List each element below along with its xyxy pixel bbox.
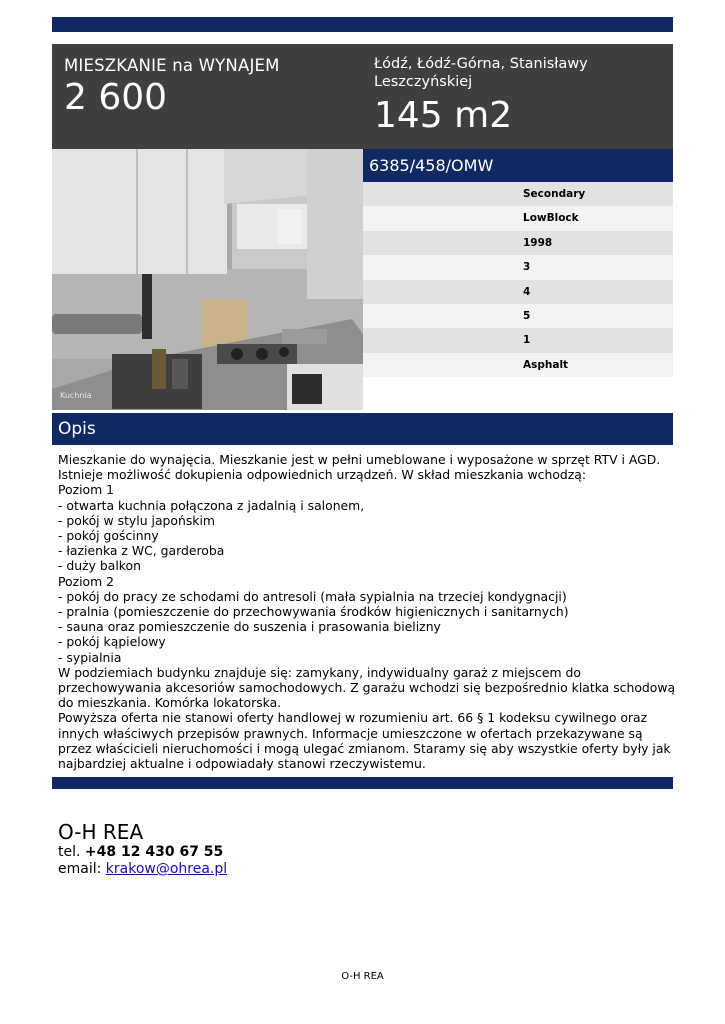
detail-row: 1 <box>363 328 673 352</box>
description-line: - pralnia (pomieszczenie do przechowywania środków higienicznych i sanitarnych) <box>58 604 569 620</box>
company-name: O-H REA <box>58 820 144 844</box>
email-line <box>58 861 227 878</box>
listing-location: Łódź, Łódź-Górna, Stanisławy Leszczyńskiej <box>374 56 588 90</box>
description-line: Poziom 2 <box>58 573 115 589</box>
description-line: Poziom 1 <box>58 482 115 498</box>
kitchen-photo-illustration <box>52 149 363 410</box>
description-line: W podziemiach budynku znajduje się: zamykany, indywidualny garaż z miejscem do <box>58 664 581 680</box>
detail-row: Secondary <box>363 182 673 206</box>
description-line: do mieszkania. Komórka lokatorska. <box>58 695 282 711</box>
description-line: - pokój kąpielowy <box>58 634 166 650</box>
detail-row: 1998 <box>363 231 673 255</box>
detail-row: 5 <box>363 304 673 328</box>
phone-number: +48 12 430 67 55 <box>84 844 224 860</box>
photo-caption: Kuchnia <box>60 391 92 400</box>
detail-row: 4 <box>363 280 673 304</box>
description-line: najbardziej aktualne i odpowiadały stanowi rzeczywistemu. <box>58 756 426 772</box>
listing-header <box>52 44 673 149</box>
description-line: - duży balkon <box>58 558 141 574</box>
description-line: Mieszkanie do wynajęcia. Mieszkanie jest w pełni umeblowane i wyposażone w sprzęt RTV i AGD. <box>58 452 661 467</box>
listing-photo <box>52 149 363 410</box>
header-right <box>374 55 664 136</box>
description-text <box>58 452 676 772</box>
email-label: email: <box>58 861 102 877</box>
details-table <box>363 182 673 377</box>
detail-row: Asphalt <box>363 353 673 377</box>
bottom-bar <box>52 777 673 789</box>
listing-price: 2 600 <box>64 77 168 118</box>
description-line: Powyższa oferta nie stanowi oferty handlowej w rozumieniu art. 66 § 1 kodeksu cywilnego oraz <box>58 710 648 726</box>
description-line: przechowywania akcesoriów samochodowych. Z garażu wchodzi się bezpośrednio klatka schodową <box>58 680 676 696</box>
description-line: - pokój w stylu japońskim <box>58 512 215 528</box>
listing-area: 145 m2 <box>374 95 513 136</box>
detail-row: LowBlock <box>363 206 673 230</box>
header-left <box>64 56 359 118</box>
listing-type: MIESZKANIE na WYNAJEM <box>64 56 280 75</box>
description-line: - sypialnia <box>58 649 122 665</box>
company-contact <box>58 820 227 878</box>
description-line: - otwarta kuchnia połączona z jadalnią i salonem, <box>58 497 365 513</box>
description-heading: Opis <box>58 419 96 439</box>
description-line: przez właścicieli nieruchomości i mogą ulegać zmianom. Staramy się aby wszystkie oferty były jak <box>58 740 671 756</box>
reference-number: 6385/458/OMW <box>369 156 494 175</box>
footer-text: O-H REA <box>341 971 384 982</box>
phone-label: tel. <box>58 844 81 860</box>
top-bar <box>52 17 673 32</box>
description-line: Istnieje możliwość dokupienia odpowiednich urządzeń. W skład mieszkania wchodzą: <box>58 467 587 483</box>
description-line: innych właściwych przepisów prawnych. Informacje umieszczone w ofertach przekazywane są <box>58 725 643 741</box>
reference-bar <box>363 149 673 182</box>
phone-line <box>58 844 227 861</box>
description-line: - sauna oraz pomieszczenie do suszenia i prasowania bielizny <box>58 619 441 635</box>
description-line: - łazienka z WC, garderoba <box>58 543 225 559</box>
detail-row: 3 <box>363 255 673 279</box>
email-link[interactable]: krakow@ohrea.pl <box>105 861 228 877</box>
description-heading-bar <box>52 413 673 445</box>
description-line: - pokój gościnny <box>58 528 159 544</box>
description-line: - pokój do pracy ze schodami do antresoli (mała sypialnia na trzeciej kondygnacji) <box>58 588 567 604</box>
